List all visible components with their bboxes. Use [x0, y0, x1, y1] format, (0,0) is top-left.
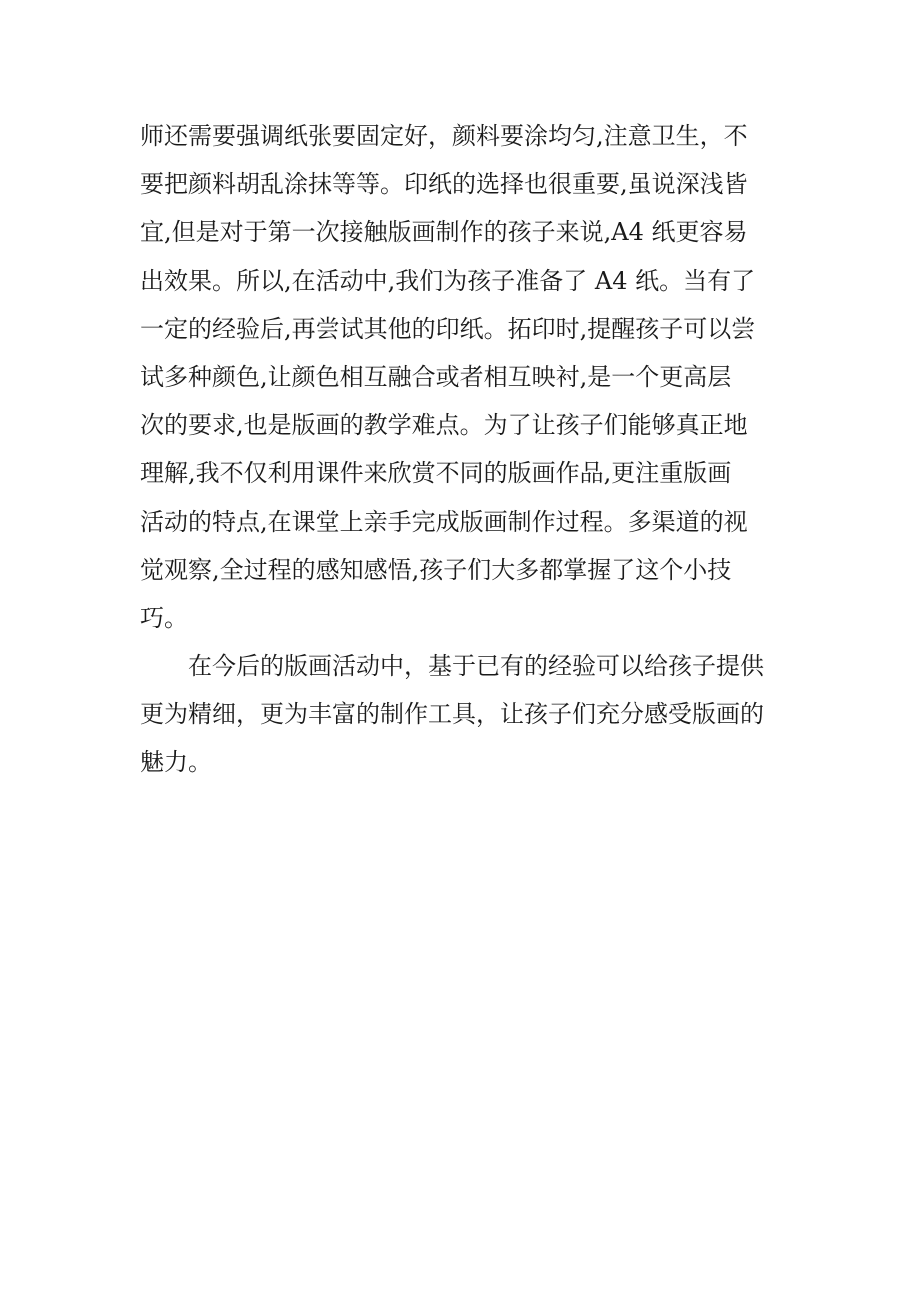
paragraph-1 — [140, 112, 782, 642]
document-body — [140, 112, 782, 787]
text-line: 巧。 — [140, 603, 188, 632]
text-line: 出效果。所以,在活动中,我们为孩子准备了 A4 纸。当有了 — [140, 266, 756, 295]
text-line: 一定的经验后,再尝试其他的印纸。拓印时,提醒孩子可以尝 — [140, 314, 756, 343]
text-line: 觉观察,全过程的感知感悟,孩子们大多都掌握了这个小技 — [140, 555, 732, 584]
text-line: 魅力。 — [140, 748, 212, 777]
text-line: 要把颜料胡乱涂抹等等。印纸的选择也很重要,虽说深浅皆 — [140, 170, 748, 199]
text-line: 师还需要强调纸张要固定好，颜料要涂均匀,注意卫生，不 — [140, 122, 748, 150]
text-line: 宜,但是对于第一次接触版画制作的孩子来说,A4 纸更容易 — [140, 218, 748, 247]
text-line: 在今后的版画活动中，基于已有的经验可以给孩子提供 — [188, 652, 764, 681]
text-line: 更为精细，更为丰富的制作工具，让孩子们充分感受版画的 — [140, 700, 764, 729]
paragraph-2 — [140, 642, 782, 787]
text-line: 次的要求,也是版画的教学难点。为了让孩子们能够真正地 — [140, 411, 748, 440]
text-line: 活动的特点,在课堂上亲手完成版画制作过程。多渠道的视 — [140, 507, 748, 536]
text-line: 试多种颜色,让颜色相互融合或者相互映衬,是一个更高层 — [140, 362, 732, 391]
text-line: 理解,我不仅利用课件来欣赏不同的版画作品,更注重版画 — [140, 459, 732, 488]
